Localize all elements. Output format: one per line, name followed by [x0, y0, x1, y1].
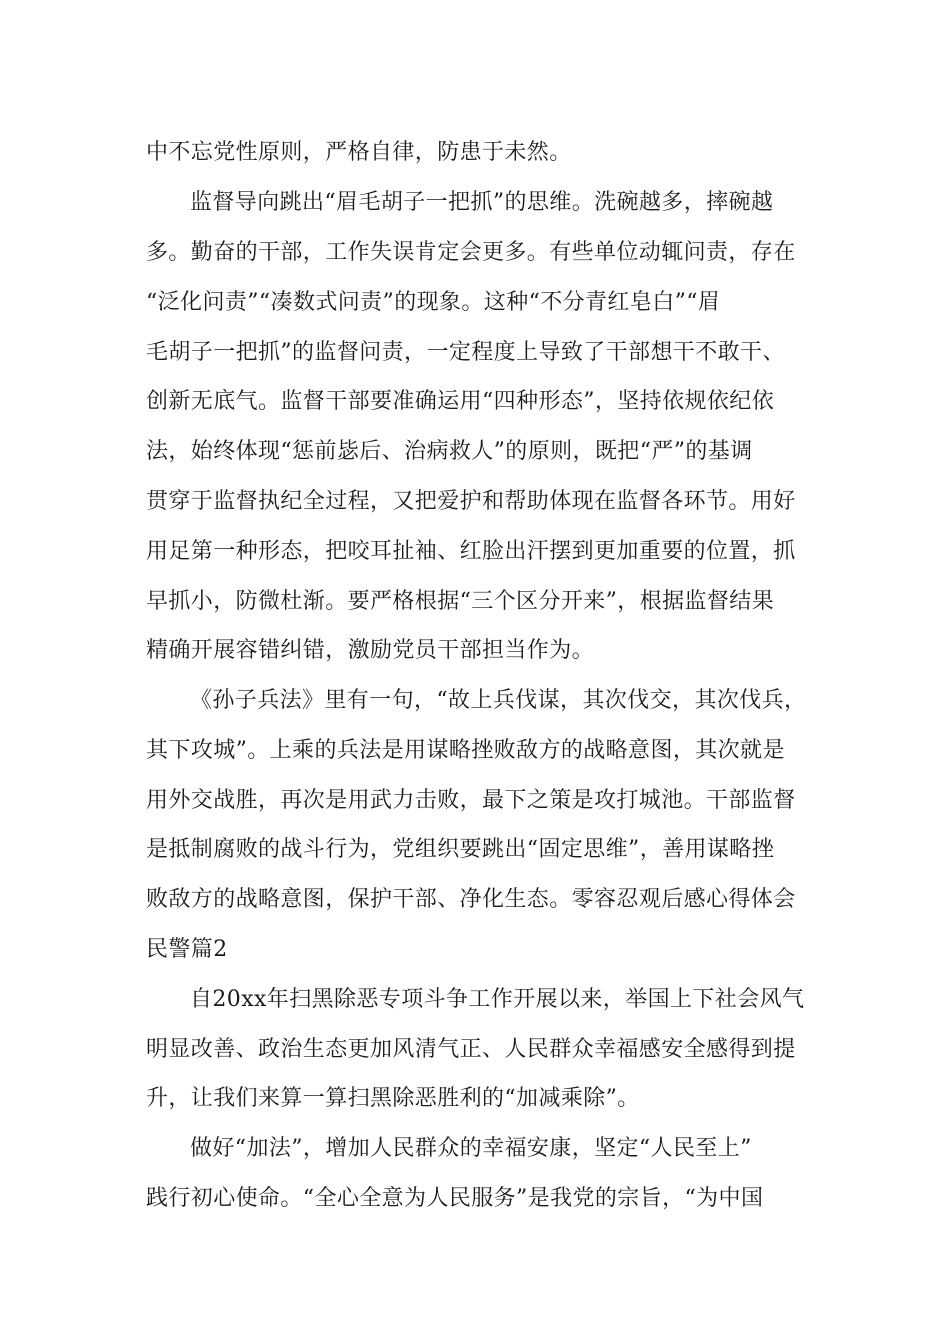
text-line: 是抵制腐败的战斗行为，党组织要跳出“固定思维”，善用谋略挫	[146, 837, 775, 862]
text-line: 民警篇2	[146, 937, 228, 962]
text-line: 用足第一种形态，把咬耳扯袖、红脸出汗摆到更加重要的位置，抓	[146, 539, 796, 564]
text-line: 中不忘党性原则，严格自律，防患于未然。	[146, 140, 572, 165]
text-line: “泛化问责”“凑数式问责”的现象。这种“不分青红皂白”“眉	[146, 290, 721, 315]
text-line: 自20xx年扫黑除恶专项斗争工作开展以来，举国上下社会风气	[190, 987, 805, 1012]
text-line: 升，让我们来算一算扫黑除恶胜利的“加减乘除”。	[146, 1086, 640, 1111]
text-line: 毛胡子一把抓”的监督问责，一定程度上导致了干部想干不敢干、	[146, 340, 785, 365]
text-line: 其下攻城”。上乘的兵法是用谋略挫败敌方的战略意图，其次就是	[146, 738, 785, 763]
text-line: 贯穿于监督执纪全过程，又把爱护和帮助体现在监督各环节。用好	[146, 489, 796, 514]
text-line: 早抓小，防微杜渐。要严格根据“三个区分开来”，根据监督结果	[146, 589, 775, 614]
text-line: 败敌方的战略意图，保护干部、净化生态。零容忍观后感心得体会	[146, 887, 796, 912]
text-line: 明显改善、政治生态更加风清气正、人民群众幸福感安全感得到提	[146, 1037, 796, 1062]
text-line: 多。勤奋的干部，工作失误肯定会更多。有些单位动辄问责，存在	[146, 240, 796, 265]
text-line: 做好“加法”，增加人民群众的幸福安康，坚定“人民至上”	[190, 1136, 752, 1161]
text-line: 《孙子兵法》里有一句，“故上兵伐谋，其次伐交，其次伐兵，	[190, 688, 807, 713]
text-line: 用外交战胜，再次是用武力击败，最下之策是攻打城池。干部监督	[146, 788, 796, 813]
text-line: 监督导向跳出“眉毛胡子一把抓”的思维。洗碗越多，摔碗越	[190, 190, 774, 215]
text-line: 创新无底气。监督干部要准确运用“四种形态”，坚持依规依纪依	[146, 389, 775, 414]
text-line: 法，始终体现“惩前毖后、治病救人”的原则，既把“严”的基调	[146, 439, 753, 464]
text-line: 践行初心使命。“全心全意为人民服务”是我党的宗旨，“为中国	[146, 1186, 764, 1211]
text-line: 精确开展容错纠错，激励党员干部担当作为。	[146, 638, 595, 663]
